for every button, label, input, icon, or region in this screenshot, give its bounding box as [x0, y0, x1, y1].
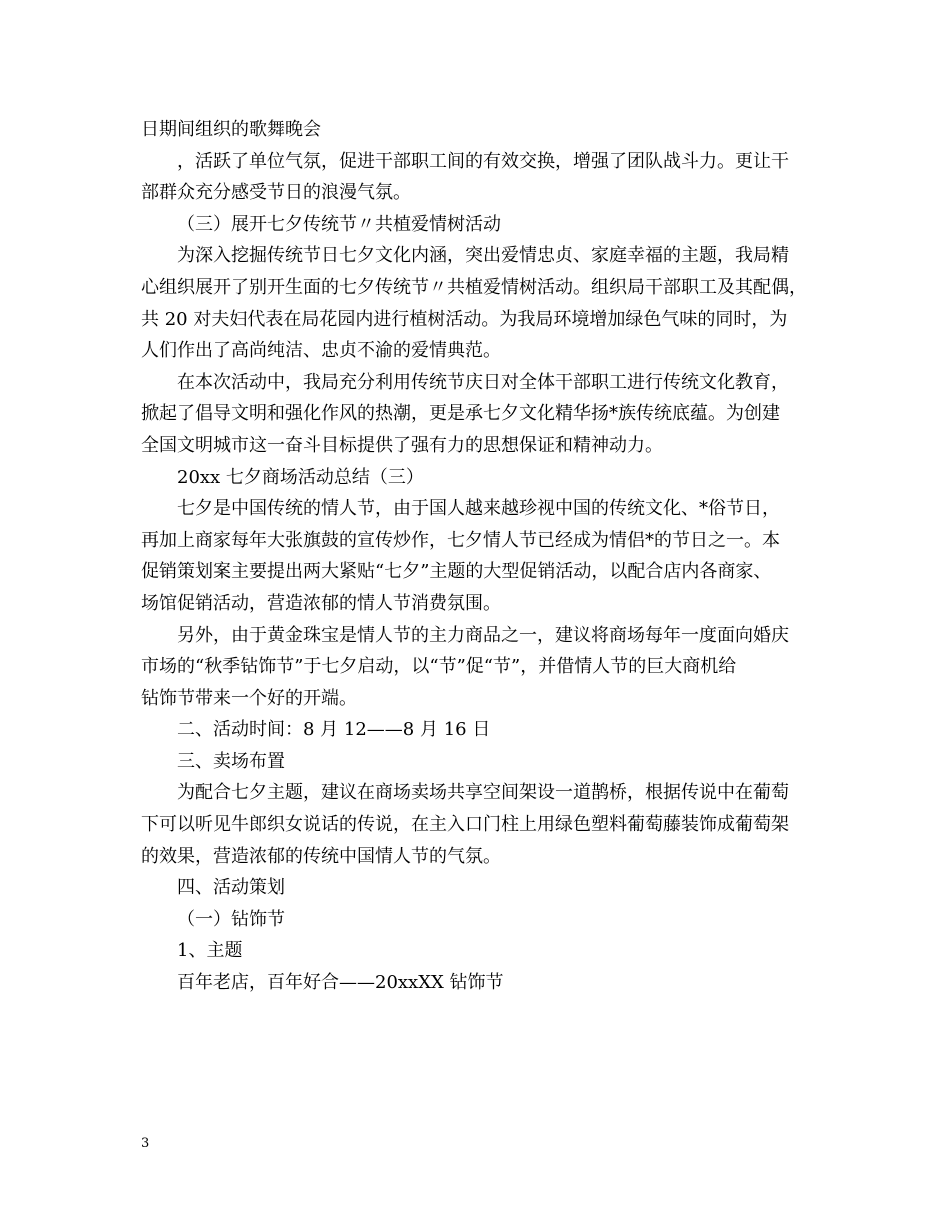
text-line: 共 20 对夫妇代表在局花园内进行植树活动。为我局环境增加绿色气味的同时，为: [141, 308, 788, 330]
text-line: 七夕是中国传统的情人节，由于国人越来越珍视中国的传统文化、*俗节日，: [177, 498, 780, 520]
text-line: （三）展开七夕传统节〃共植爱情树活动: [177, 213, 501, 235]
text-line: 四、活动策划: [177, 877, 285, 899]
text-line: ，活跃了单位气氛，促进干部职工间的有效交换，增强了团队战斗力。更让干: [177, 150, 789, 172]
text-line: 部群众充分感受节日的浪漫气氛。: [141, 182, 411, 204]
text-line: 场馆促销活动，营造浓郁的情人节消费氛围。: [141, 592, 501, 614]
text-line: 为配合七夕主题，建议在商场卖场共享空间架设一道鹊桥，根据传说中在葡萄: [177, 782, 789, 804]
document-body: [141, 114, 813, 999]
text-line: 百年老店，百年好合——20xxXX 钻饰节: [177, 972, 504, 994]
text-line: 20xx 七夕商场活动总结（三）: [177, 466, 424, 488]
text-line: 再加上商家每年大张旗鼓的宣传炒作，七夕情人节已经成为情侣*的节日之一。本: [141, 529, 780, 551]
text-line: 人们作出了高尚纯洁、忠贞不渝的爱情典范。: [141, 340, 501, 362]
text-line: （一）钻饰节: [177, 908, 285, 930]
text-line: 三、卖场布置: [177, 750, 285, 772]
text-line: 钻饰节带来一个好的开端。: [141, 687, 357, 709]
page-number: 3: [141, 1136, 150, 1151]
text-line: 全国文明城市这一奋斗目标提供了强有力的思想保证和精神动力。: [141, 434, 663, 456]
text-line: 掀起了倡导文明和强化作风的热潮，更是承七夕文化精华扬*族传统底蕴。为创建: [141, 403, 780, 425]
text-line: 另外，由于黄金珠宝是情人节的主力商品之一，建议将商场每年一度面向婚庆: [177, 624, 789, 646]
text-line: 市场的“秋季钻饰节”于七夕启动，以“节”促“节”，并借情人节的巨大商机给: [141, 656, 737, 678]
text-line: 日期间组织的歌舞晚会: [141, 119, 321, 140]
text-line: 心组织展开了别开生面的七夕传统节〃共植爱情树活动。组织局干部职工及其配偶，: [141, 276, 807, 298]
text-line: 的效果，营造浓郁的传统中国情人节的气氛。: [141, 845, 501, 867]
text-line: 促销策划案主要提出两大紧贴“七夕”主题的大型促销活动，以配合店内各商家、: [141, 561, 772, 583]
text-line: 二、活动时间：8 月 12——8 月 16 日: [177, 719, 491, 741]
text-line: 为深入挖掘传统节日七夕文化内涵，突出爱情忠贞、家庭幸福的主题，我局精: [177, 245, 789, 267]
text-line: 1、主题: [177, 940, 243, 962]
text-line: 在本次活动中，我局充分利用传统节庆日对全体干部职工进行传统文化教育，: [177, 371, 789, 393]
text-line: 下可以听见牛郎织女说话的传说，在主入口门柱上用绿色塑料葡萄藤装饰成葡萄架: [141, 814, 789, 836]
